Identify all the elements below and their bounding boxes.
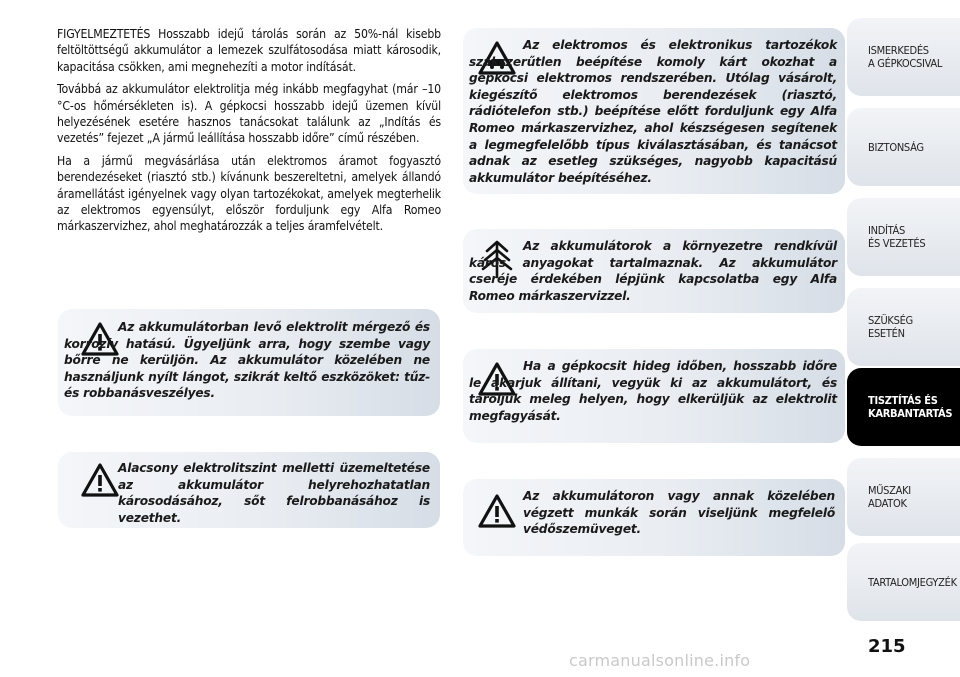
tab-ismerkedes[interactable]: ISMERKEDÉS A GÉPKOCSIVAL [847, 18, 960, 96]
note-text: Az akkumulátorok a környezetre rendkívül káros anyagokat tartalmaznak. Az akkumulátor cseréje érdekében lépjünk kapcsolatba egy Alfa Romeo márkaszervizzel. [469, 239, 837, 303]
page-number: 215 [868, 636, 906, 657]
note-environment [463, 229, 845, 313]
note-eye-protection [463, 479, 845, 556]
note-text: Az akkumulátorban levő elektrolit mérgező és korrozív hatású. Ügyeljünk arra, hogy szembe vagy bőrre ne kerüljön. Az akkumulátor közelében ne használjunk nyílt lángot, szikrát keltő eszközöket: tűz- és robbanásveszélyes. [64, 320, 430, 401]
note-text: Az akkumulátoron vagy annak közelében végzett munkák során viseljünk megfelelő védőszemüveget. [523, 489, 835, 537]
note-text: Alacsony elektrolitszint melletti üzemeltetése az akkumulátor helyrehozhatatlan károsodásához, sőt felrobbanásához is vezethet. [118, 461, 430, 525]
note-cold-weather [463, 349, 845, 443]
note-text: Az elektromos és elektronikus tartozékok szakszerűtlen beépítése komoly kárt okozhat a gépkocsi elektromos rendszerében. Utólag vásárolt, kiegészítő elektromos berendezések (riasztó, rádiótelefon stb.) beépítése előtt forduljunk egy Alfa Romeo márkaszervizhez, ahol készségesen segítenek a legmegfelelőbb típus kiválasztásában, és tanácsot adnak az esetleg szükséges, nagyobb kapacitású akkumulátor beépítéséhez. [469, 38, 837, 185]
tab-biztonsag[interactable]: BIZTONSÁG [847, 108, 960, 186]
watermark: carmanualsonline.info [569, 651, 751, 670]
warning-paragraph: FIGYELMEZTETÉS Hosszabb idejű tárolás során az 50%-nál kisebb feltöltöttségű akkumulátor a lemezek szulfátosodása miatt károsodik, kapacitása csökken, ami megnehezíti a motor indítását. [57, 27, 441, 74]
tab-tisztitas[interactable]: TISZTÍTÁS ÉS KARBANTARTÁS [847, 368, 960, 446]
note-electrolyte-poison [58, 309, 440, 416]
warning-triangle-icon [80, 462, 120, 498]
accessories-paragraph: Ha a jármű megvásárlása után elektromos áramot fogyasztó berendezéseket (riasztó stb.) kívánunk beszereltetni, amelyek állandó áramellátást igényelnek vagy olyan tartozékokat, amelyek megterhelik az elektromos egyensúlyt, először forduljunk egy Alfa Romeo márkaszervizhez, ahol meghatározzák a teljes áramfelvételt. [57, 153, 441, 234]
warning-triangle-icon [477, 493, 517, 529]
tab-inditas[interactable]: INDÍTÁS ÉS VEZETÉS [847, 198, 960, 276]
note-electronic-accessories [463, 28, 845, 194]
body-text-column [57, 26, 441, 241]
tab-szukseg[interactable]: SZÜKSÉG ESETÉN [847, 288, 960, 366]
tab-tartalomjegyzek[interactable]: TARTALOMJEGYZÉK [847, 543, 960, 621]
note-text: Ha a gépkocsit hideg időben, hosszabb időre le akarjuk állítani, vegyük ki az akkumulátort, és tároljuk meleg helyen, hogy elkerüljük az elektrolit megfagyását. [469, 359, 837, 423]
freezing-paragraph: Továbbá az akkumulátor elektrolitja még inkább megfagyhat (már –10 °C-os hőmérsékleten is). A gépkocsi hosszabb idejű üzemen kívül helyezésének esetére hasznos tanácsokat találunk az „Indítás és vezetés” fejezet „A jármű leállítása hosszabb időre” című részében. [57, 82, 441, 146]
note-low-electrolyte [58, 452, 440, 528]
tab-muszaki[interactable]: MŰSZAKI ADATOK [847, 458, 960, 536]
